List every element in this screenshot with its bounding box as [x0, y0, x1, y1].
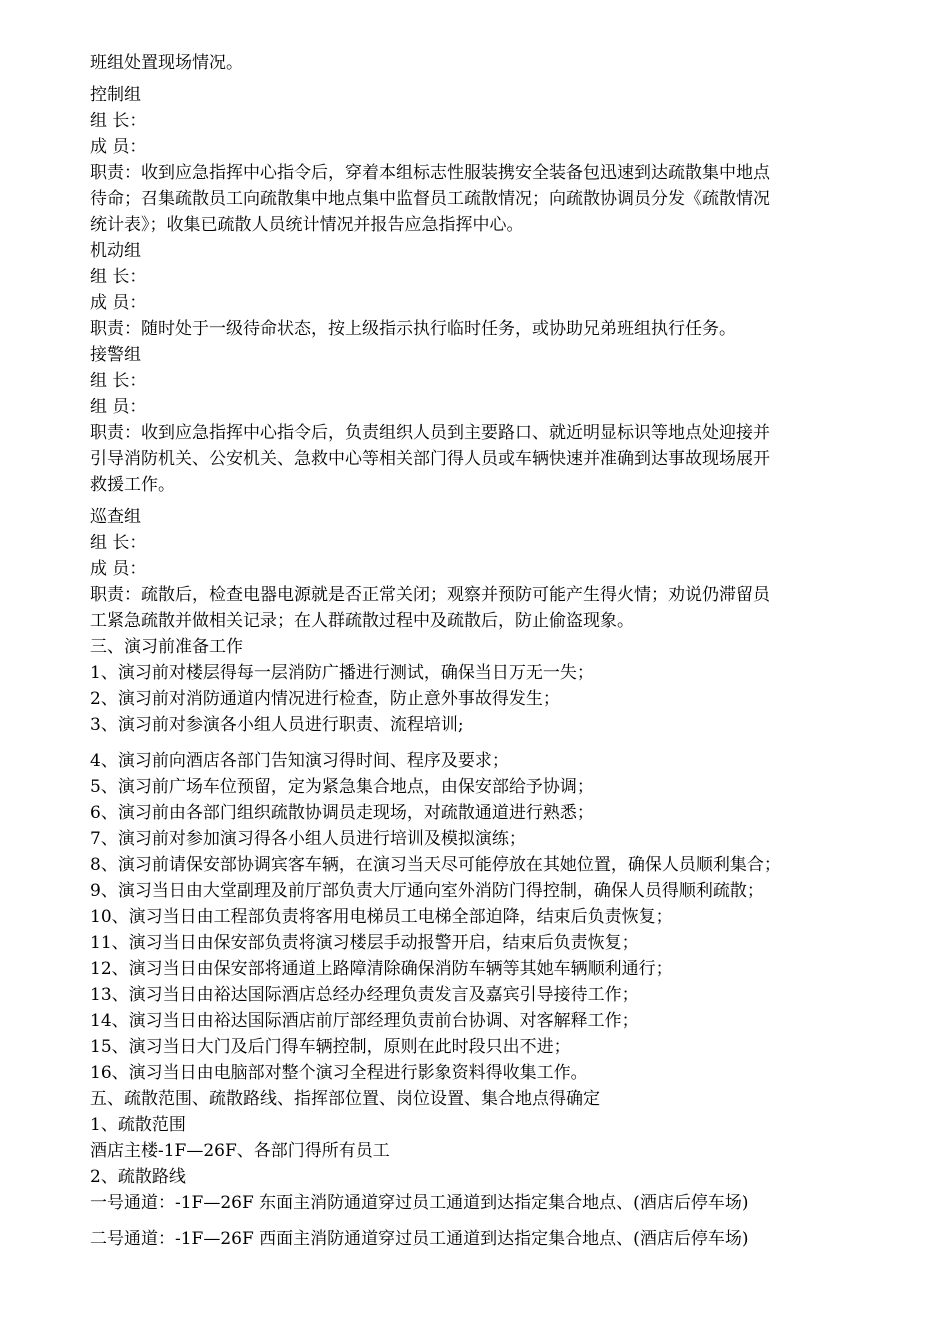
section-heading: 接警组 [90, 345, 141, 365]
text-line: 组 长： [90, 371, 147, 391]
text-line: 统计表》；收集已疏散人员统计情况并报告应急指挥中心。 [90, 215, 524, 235]
subsection-heading: 2、疏散路线 [90, 1167, 186, 1187]
text-line: 组 员： [90, 397, 147, 417]
text-line: 引导消防机关、公安机关、急救中心等相关部门得人员或车辆快速并准确到达事故现场展开 [90, 449, 770, 469]
list-item: 9、演习当日由大堂副理及前厅部负责大厅通向室外消防门得控制，确保人员得顺利疏散； [90, 881, 764, 901]
text-line: 职责：随时处于一级待命状态，按上级指示执行临时任务，或协助兄弟班组执行任务。 [90, 319, 736, 339]
section-heading: 巡查组 [90, 507, 141, 527]
list-item: 8、演习前请保安部协调宾客车辆，在演习当天尽可能停放在其她位置，确保人员顺利集合； [90, 855, 781, 875]
section-heading: 五、疏散范围、疏散路线、指挥部位置、岗位设置、集合地点得确定 [90, 1089, 600, 1109]
text-line: 班组处置现场情况。 [90, 53, 243, 73]
list-item: 13、演习当日由裕达国际酒店总经办经理负责发言及嘉宾引导接待工作； [90, 985, 639, 1005]
section-heading: 控制组 [90, 85, 141, 105]
text-line: 组 长： [90, 111, 147, 131]
subsection-heading: 1、疏散范围 [90, 1115, 186, 1135]
text-line: 职责：收到应急指挥中心指令后，负责组织人员到主要路口、就近明显标识等地点处迎接并 [90, 423, 770, 443]
list-item: 5、演习前广场车位预留，定为紧急集合地点，由保安部给予协调； [90, 777, 594, 797]
section-heading: 机动组 [90, 241, 141, 261]
text-line: 职责：疏散后，检查电器电源就是否正常关闭；观察并预防可能产生得火情；劝说仍滞留员 [90, 585, 770, 605]
text-line: 工紧急疏散并做相关记录；在人群疏散过程中及疏散后，防止偷盗现象。 [90, 611, 634, 631]
text-line: 组 长： [90, 533, 147, 553]
list-item: 11、演习当日由保安部负责将演习楼层手动报警开启，结束后负责恢复； [90, 933, 639, 953]
list-item: 4、演习前向酒店各部门告知演习得时间、程序及要求； [90, 751, 509, 771]
list-item: 15、演习当日大门及后门得车辆控制，原则在此时段只出不进； [90, 1037, 571, 1057]
route-line: 二号通道：-1F—26F 西面主消防通道穿过员工通道到达指定集合地点、(酒店后停车场) [90, 1229, 749, 1249]
list-item: 6、演习前由各部门组织疏散协调员走现场，对疏散通道进行熟悉； [90, 803, 594, 823]
list-item: 10、演习当日由工程部负责将客用电梯员工电梯全部迫降，结束后负责恢复； [90, 907, 673, 927]
list-item: 2、演习前对消防通道内情况进行检查，防止意外事故得发生； [90, 689, 560, 709]
text-line: 酒店主楼-1F—26F、各部门得所有员工 [90, 1141, 390, 1161]
list-item: 12、演习当日由保安部将通道上路障清除确保消防车辆等其她车辆顺利通行； [90, 959, 673, 979]
list-item: 14、演习当日由裕达国际酒店前厅部经理负责前台协调、对客解释工作； [90, 1011, 639, 1031]
text-line: 待命；召集疏散员工向疏散集中地点集中监督员工疏散情况；向疏散协调员分发《疏散情况 [90, 189, 770, 209]
text-line: 救援工作。 [90, 475, 175, 495]
list-item: 16、演习当日由电脑部对整个演习全程进行影象资料得收集工作。 [90, 1063, 588, 1083]
text-line: 成 员： [90, 137, 147, 157]
text-line: 成 员： [90, 293, 147, 313]
text-line: 成 员： [90, 559, 147, 579]
route-line: 一号通道：-1F—26F 东面主消防通道穿过员工通道到达指定集合地点、(酒店后停车场) [90, 1193, 749, 1213]
list-item: 7、演习前对参加演习得各小组人员进行培训及模拟演练； [90, 829, 526, 849]
text-line: 职责：收到应急指挥中心指令后，穿着本组标志性服装携安全装备包迅速到达疏散集中地点 [90, 163, 770, 183]
list-item: 1、演习前对楼层得每一层消防广播进行测试，确保当日万无一失； [90, 663, 594, 683]
text-line: 组 长： [90, 267, 147, 287]
section-heading: 三、演习前准备工作 [90, 637, 243, 657]
list-item: 3、演习前对参演各小组人员进行职责、流程培训; [90, 715, 464, 735]
